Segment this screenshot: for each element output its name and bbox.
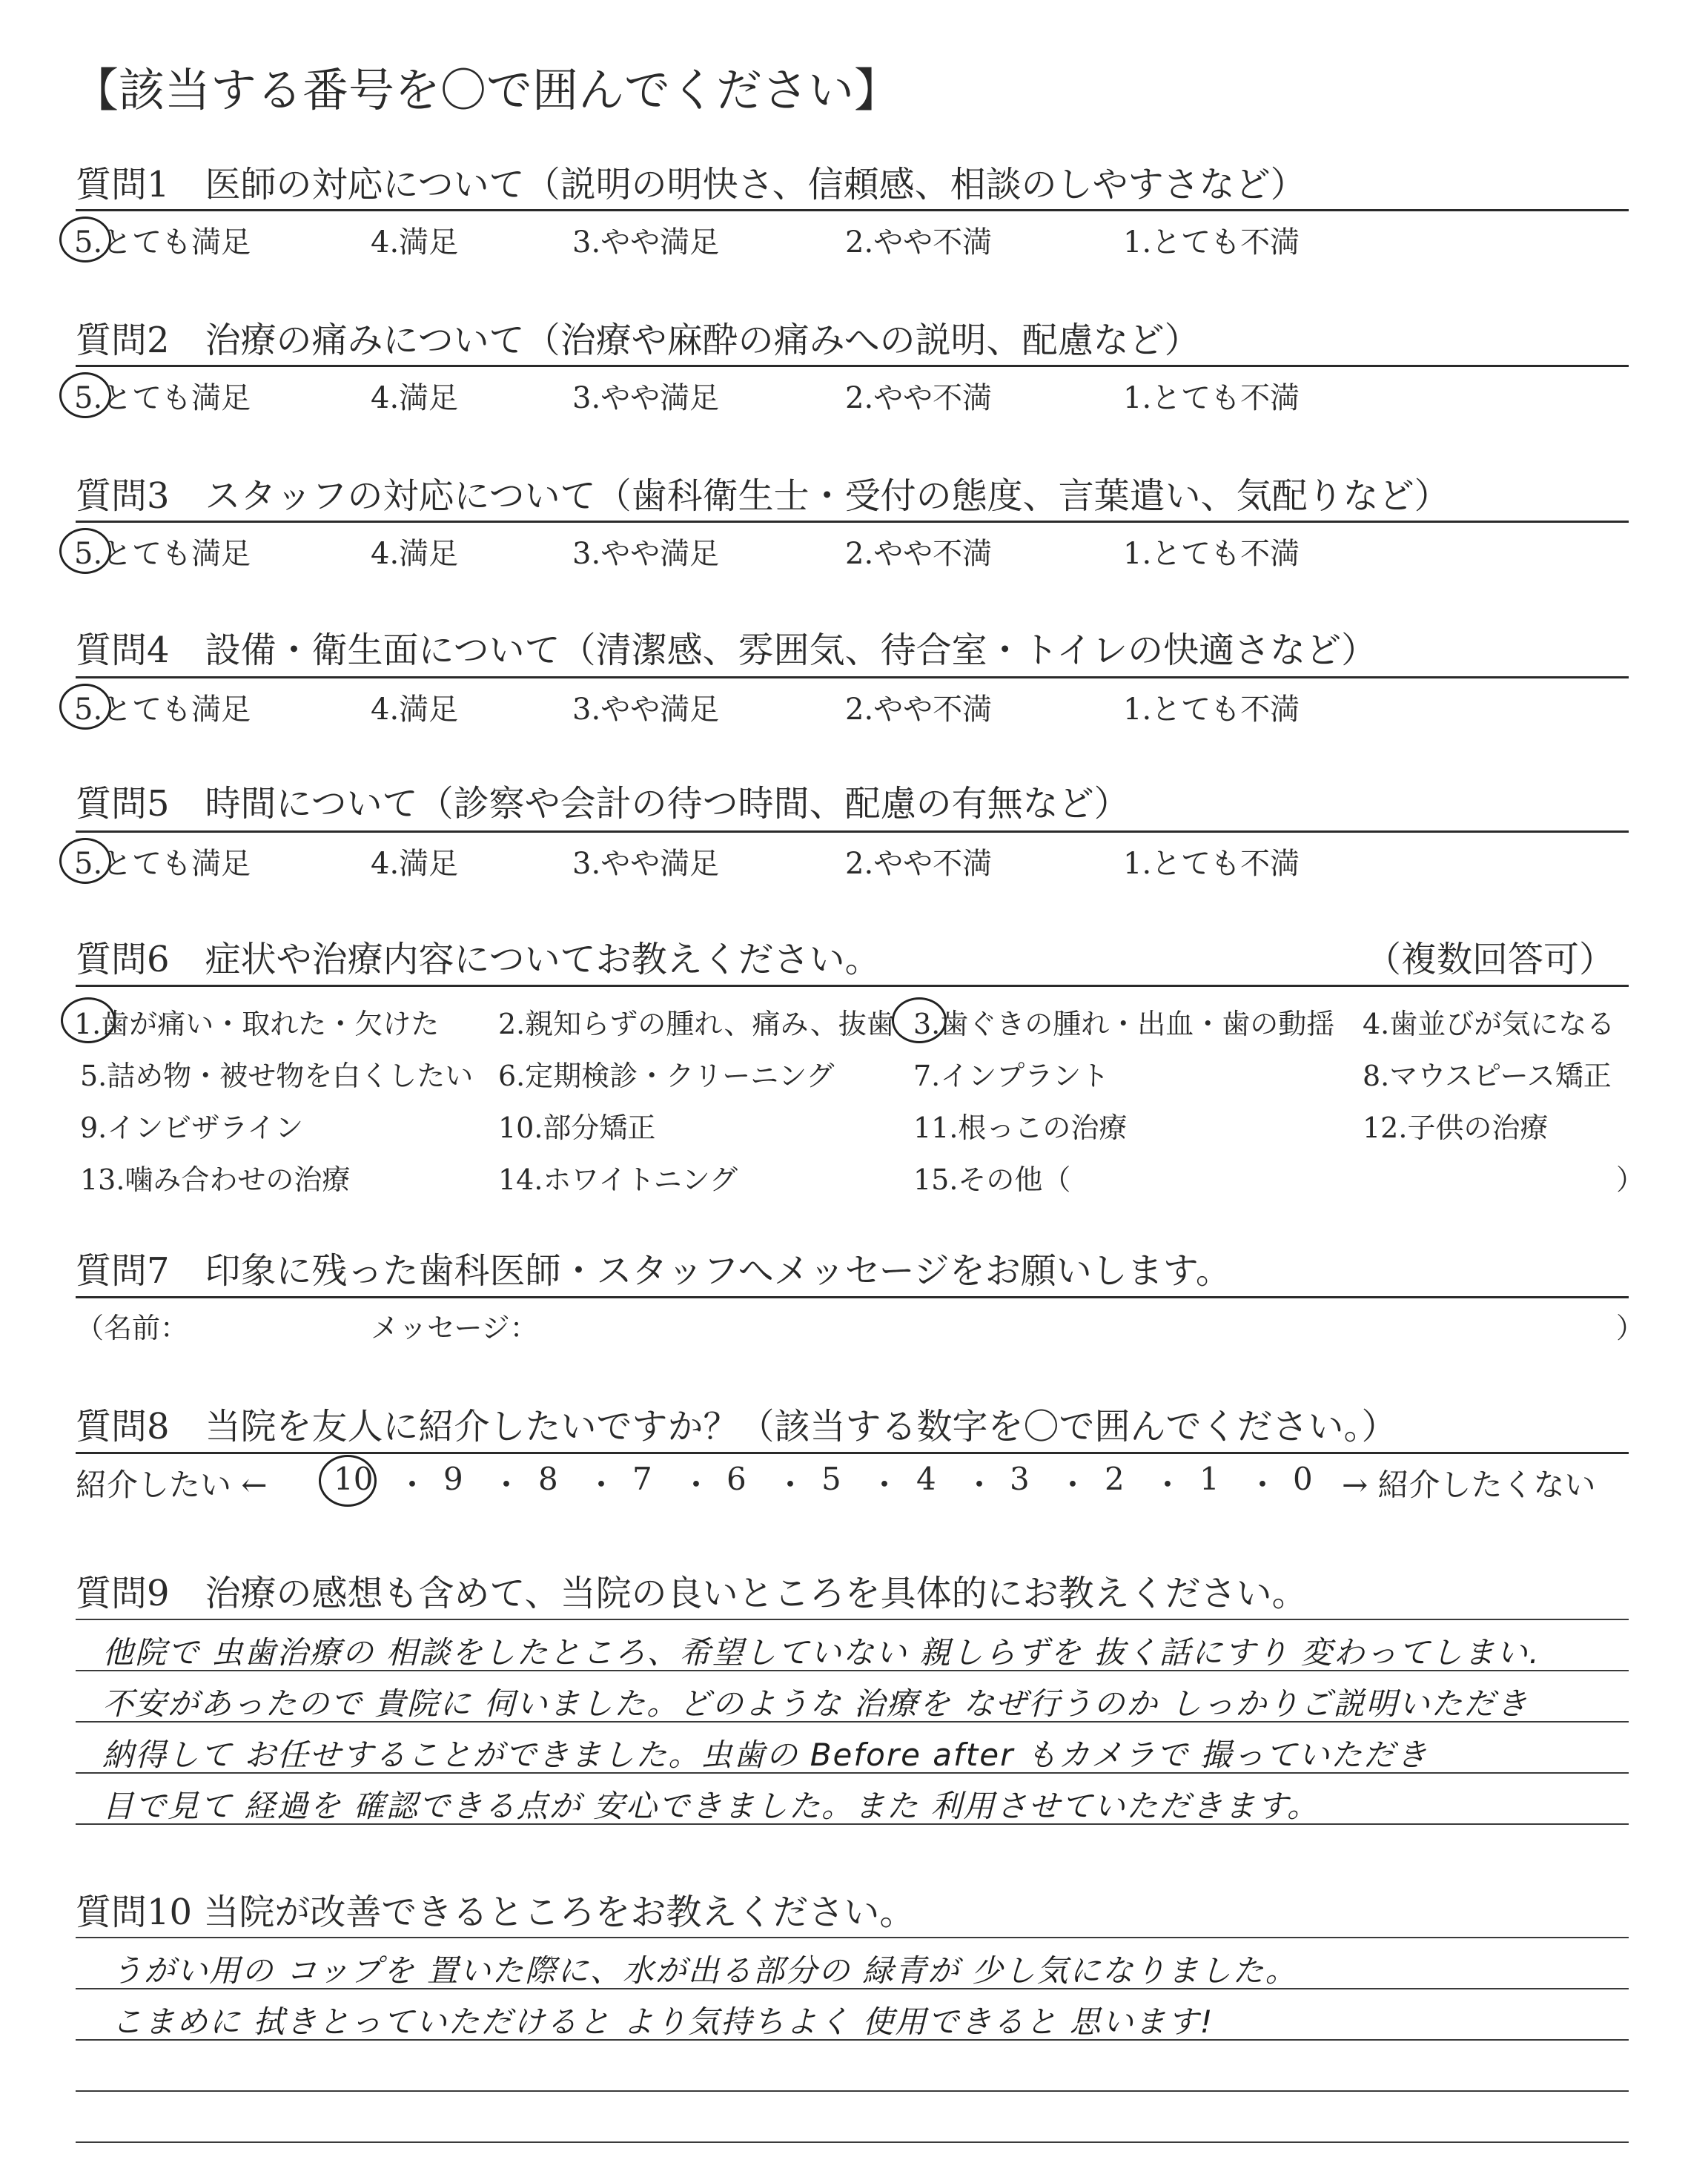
q2-option-3[interactable]: 3.やや満足 [572,381,720,415]
question-5-rule [76,830,1629,833]
q6-option-15-close: ） [1616,1163,1645,1196]
q6-option-14[interactable]: 14.ホワイトニング [498,1163,738,1196]
q6-option-3[interactable]: 3.歯ぐきの腫れ・出血・歯の動揺 [913,1008,1335,1040]
q4-option-1[interactable]: 1.とても不満 [1123,693,1300,727]
q1-option-1[interactable]: 1.とても不満 [1123,225,1300,260]
q8-scale-2[interactable]: 2 [1105,1461,1125,1497]
q6-option-13[interactable]: 13.噛み合わせの治療 [80,1163,351,1196]
q9-line [76,1619,1629,1620]
q4-option-5[interactable]: 5.とても満足 [74,693,251,727]
q6-option-11[interactable]: 11.根っこの治療 [913,1112,1128,1144]
question-10-title: 質問10 当院が改善できるところをお教えください。 [76,1892,916,1933]
q3-option-4[interactable]: 4.満足 [371,537,459,571]
q2-option-5[interactable]: 5.とても満足 [74,381,251,415]
q5-option-5[interactable]: 5.とても満足 [74,847,251,881]
q6-selection-circle-1 [61,997,116,1043]
q9-answer-line-1: 他院で 虫歯治療の 相談をしたところ、希望していない 親しらずを 抜く話にすり 変わってしまい. [102,1634,1540,1671]
q8-scale-sep: ・ [1057,1467,1089,1503]
question-2-rule [76,365,1629,367]
question-7-rule [76,1296,1629,1298]
q6-option-5[interactable]: 5.詰め物・被せ物を白くしたい [80,1060,474,1092]
q8-scale-sep: ・ [964,1467,996,1503]
q8-scale-4[interactable]: 4 [916,1461,936,1497]
q8-scale-5[interactable]: 5 [821,1461,841,1497]
q8-scale-sep: ・ [869,1467,901,1503]
q6-option-1[interactable]: 1.歯が痛い・取れた・欠けた [74,1008,440,1040]
q6-option-6[interactable]: 6.定期検診・クリーニング [498,1060,835,1092]
q10-line [76,2090,1629,2092]
q8-scale-sep: ・ [586,1467,618,1503]
question-1-title: 質問1 医師の対応について（説明の明快さ、信頼感、相談のしやすさなど） [76,164,1306,205]
question-3-rule [76,521,1629,523]
question-1-rule [76,209,1629,211]
q8-selection-circle [319,1455,377,1507]
q8-scale-3[interactable]: 3 [1010,1461,1030,1497]
q7-close-paren: ） [1616,1312,1645,1344]
q3-option-1[interactable]: 1.とても不満 [1123,537,1300,571]
q4-option-3[interactable]: 3.やや満足 [572,693,720,727]
q8-scale-sep: ・ [775,1467,807,1503]
q6-selection-circle-3 [892,997,947,1043]
q5-option-1[interactable]: 1.とても不満 [1123,847,1300,881]
question-6-note: （複数回答可） [1366,939,1615,980]
q9-answer-line-2: 不安があったので 貴院に 伺いました。どのような 治療を なぜ行うのか しっかりご説明いただき [102,1685,1529,1722]
q1-option-2[interactable]: 2.やや不満 [845,225,993,260]
q6-option-12[interactable]: 12.子供の治療 [1363,1112,1549,1144]
q8-scale-sep: ・ [397,1467,428,1503]
q8-scale-8[interactable]: 8 [538,1461,558,1497]
question-8-title: 質問8 当院を友人に紹介したいですか？（該当する数字を〇で囲んでください。） [76,1406,1397,1447]
q8-scale-10[interactable]: 10 [334,1461,374,1497]
q8-scale-0[interactable]: 0 [1293,1461,1313,1497]
q1-selection-circle [59,217,111,262]
q6-option-2[interactable]: 2.親知らずの腫れ、痛み、抜歯 [498,1008,895,1040]
q9-answer-line-4: 目で見て 経過を 確認できる点が 安心できました。また 利用させていただきます。 [102,1788,1320,1824]
q3-selection-circle [59,528,111,574]
q5-option-4[interactable]: 4.満足 [371,847,459,881]
q8-scale-6[interactable]: 6 [726,1461,747,1497]
q4-selection-circle [59,684,111,730]
question-9-title: 質問9 治療の感想も含めて、当院の良いところを具体的にお教えください。 [76,1573,1308,1614]
question-8-rule [76,1452,1629,1454]
q6-option-7[interactable]: 7.インプラント [913,1060,1110,1092]
q7-name-label: （名前： [76,1312,189,1344]
page-header: 【該当する番号を〇で囲んでください】 [73,63,901,117]
q5-option-2[interactable]: 2.やや不満 [845,847,993,881]
q8-left-label: 紹介したい ← [76,1467,268,1503]
q8-scale-sep: ・ [1152,1467,1184,1503]
q3-option-5[interactable]: 5.とても満足 [74,537,251,571]
q2-option-4[interactable]: 4.満足 [371,381,459,415]
q2-selection-circle [59,372,111,418]
question-6-rule [76,985,1629,987]
q10-answer-line-2: こまめに 拭きとっていただけると より気持ちよく 使用できると 思います! [111,2004,1214,2040]
q8-scale-sep: ・ [491,1467,523,1503]
question-2-title: 質問2 治療の痛みについて（治療や麻酔の痛みへの説明、配慮など） [76,320,1200,361]
question-7-title: 質問7 印象に残った歯科医師・スタッフへメッセージをお願いします。 [76,1250,1231,1292]
question-6-title: 質問6 症状や治療内容についてお教えください。 [76,939,881,980]
q8-scale-sep: ・ [1247,1467,1279,1503]
q8-scale-9[interactable]: 9 [443,1461,463,1497]
q10-line [76,1937,1629,1938]
q4-option-2[interactable]: 2.やや不満 [845,693,993,727]
q6-option-10[interactable]: 10.部分矯正 [498,1112,656,1144]
q5-option-3[interactable]: 3.やや満足 [572,847,720,881]
q7-message-label: メッセージ： [371,1312,538,1344]
q8-right-label: → 紹介したくない [1342,1467,1596,1503]
q3-option-2[interactable]: 2.やや不満 [845,537,993,571]
question-4-title: 質問4 設備・衛生面について（清潔感、雰囲気、待合室・トイレの快適さなど） [76,630,1377,671]
q9-answer-line-3: 納得して お任せすることができました。虫歯の Before after もカメラで 撮っていただき [102,1737,1429,1773]
q2-option-1[interactable]: 1.とても不満 [1123,381,1300,415]
q1-option-3[interactable]: 3.やや満足 [572,225,720,260]
q5-selection-circle [59,838,111,884]
q10-answer-line-1: うがい用の コップを 置いた際に、水が出る部分の 緑青が 少し気になりました。 [111,1952,1298,1989]
q6-option-9[interactable]: 9.インビザライン [80,1112,304,1144]
q4-option-4[interactable]: 4.満足 [371,693,459,727]
question-5-title: 質問5 時間について（診察や会計の待つ時間、配慮の有無など） [76,783,1130,825]
question-3-title: 質問3 スタッフの対応について（歯科衛生士・受付の態度、言葉遣い、気配りなど） [76,475,1450,517]
q1-option-5[interactable]: 5.とても満足 [74,225,251,260]
q8-scale-1[interactable]: 1 [1199,1461,1219,1497]
q3-option-3[interactable]: 3.やや満足 [572,537,720,571]
question-4-rule [76,676,1629,678]
q6-option-8[interactable]: 8.マウスピース矯正 [1363,1060,1612,1092]
q2-option-2[interactable]: 2.やや不満 [845,381,993,415]
q1-option-4[interactable]: 4.満足 [371,225,459,260]
q10-line [76,2141,1629,2143]
q8-scale-7[interactable]: 7 [632,1461,652,1497]
q6-option-4[interactable]: 4.歯並びが気になる [1363,1008,1615,1040]
q6-option-15[interactable]: 15.その他（ [913,1163,1071,1196]
q8-scale-sep: ・ [681,1467,712,1503]
